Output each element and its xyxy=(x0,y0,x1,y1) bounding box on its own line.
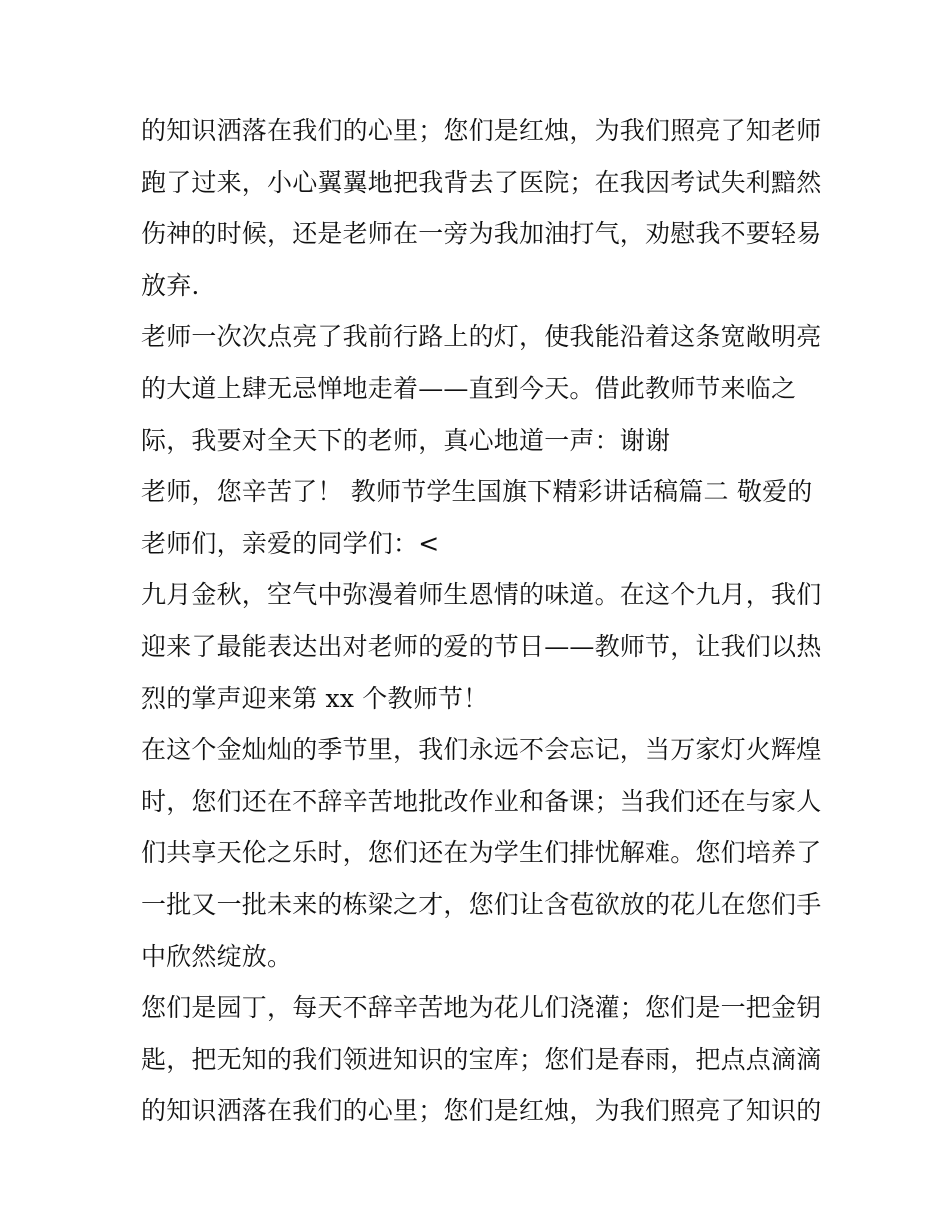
text-line: 的大道上肆无忌惮地走着——直到今天。借此教师节来临之 xyxy=(141,373,797,403)
text-line: 放弃. xyxy=(141,270,200,300)
text-line: 迎来了最能表达出对老师的爱的节日——教师节，让我们以热 xyxy=(141,631,822,661)
text-line: 时，您们还在不辞辛苦地批改作业和备课；当我们还在与家人 xyxy=(141,786,822,816)
text-line: 烈的掌声迎来第 xx 个教师节！ xyxy=(141,683,489,713)
text-line: 一批又一批未来的栋梁之才，您们让含苞欲放的花儿在您们手 xyxy=(141,889,822,919)
text-line: 老师一次次点亮了我前行路上的灯，使我能沿着这条宽敞明亮 xyxy=(141,322,822,352)
text-line: 伤神的时候，还是老师在一旁为我加油打气，劝慰我不要轻易 xyxy=(141,219,822,249)
text-line: 跑了过来，小心翼翼地把我背去了医院；在我因考试失利黯然 xyxy=(141,167,822,197)
text-line: 老师，您辛苦了！ 教师节学生国旗下精彩讲话稿篇二 敬爱的 xyxy=(141,477,813,507)
text-line: 老师们，亲爱的同学们：< xyxy=(141,528,440,558)
text-line: 的知识洒落在我们的心里；您们是红烛，为我们照亮了知识的 xyxy=(141,1096,822,1126)
text-line: 九月金秋，空气中弥漫着师生恩情的味道。在这个九月，我们 xyxy=(141,580,822,610)
document-body xyxy=(141,105,821,1137)
text-line: 中欣然绽放。 xyxy=(141,941,293,971)
text-line: 际，我要对全天下的老师，真心地道一声：谢谢 xyxy=(141,425,671,455)
text-line: 您们是园丁，每天不辞辛苦地为花儿们浇灌；您们是一把金钥 xyxy=(141,993,822,1023)
text-line: 在这个金灿灿的季节里，我们永远不会忘记，当万家灯火辉煌 xyxy=(141,735,822,765)
text-line: 们共享天伦之乐时，您们还在为学生们排忧解难。您们培养了 xyxy=(141,838,822,868)
text-line: 匙，把无知的我们领进知识的宝库；您们是春雨，把点点滴滴 xyxy=(141,1044,822,1074)
text-line: 的知识洒落在我们的心里；您们是红烛，为我们照亮了知老师 xyxy=(141,116,822,145)
